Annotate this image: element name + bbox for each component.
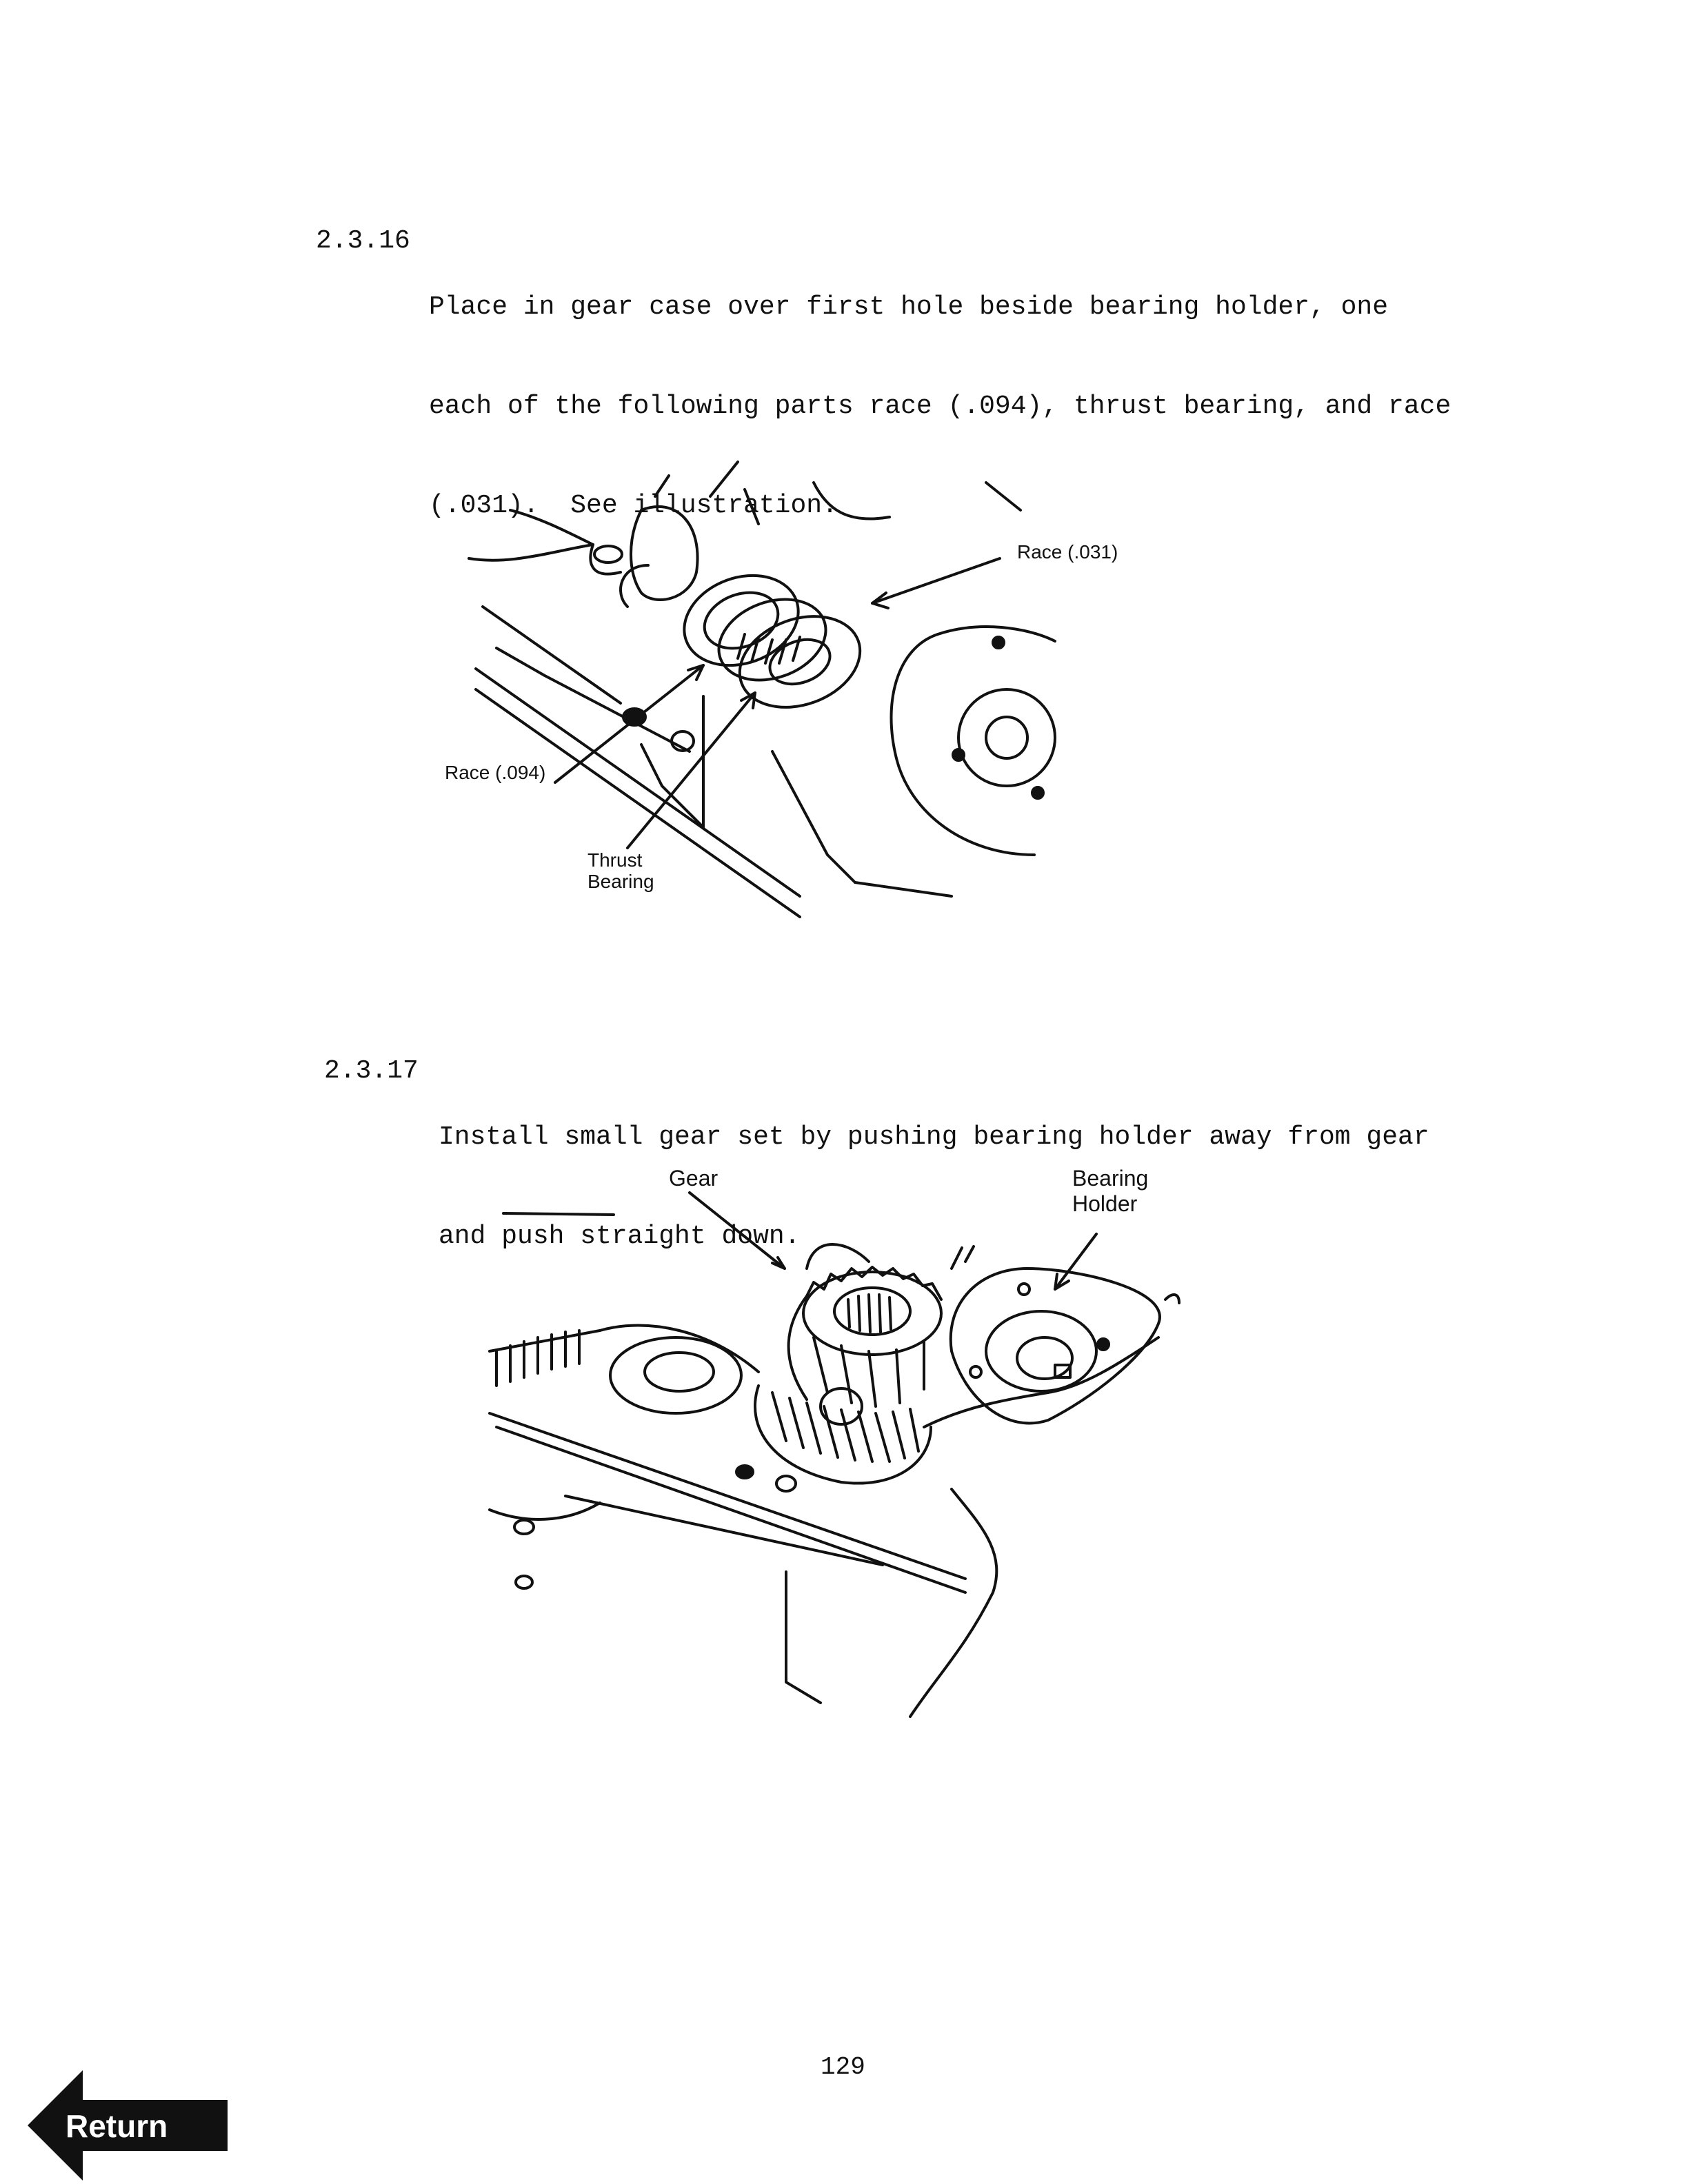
bearing-holder-part xyxy=(924,1268,1179,1427)
return-label: Return xyxy=(66,2108,168,2144)
step-text-line: Place in gear case over first hole beside bearing holder, one xyxy=(429,292,1389,322)
step-text-line: each of the following parts race (.094), thrust bearing, and race xyxy=(429,392,1451,421)
step-number: 2.3.16 xyxy=(316,226,410,256)
label-gear: Gear xyxy=(669,1166,719,1191)
gear-case-edge xyxy=(476,607,952,917)
step-text-line: Install small gear set by pushing bearing holder away from gear xyxy=(439,1122,1429,1152)
label-race-094: Race (.094) xyxy=(445,762,546,783)
belt-gear-teeth xyxy=(496,1331,579,1386)
hand-sketch xyxy=(600,1244,974,1424)
small-gear-part xyxy=(803,1267,941,1406)
bearing-placement-illustration xyxy=(414,469,1138,917)
return-button[interactable] xyxy=(28,2067,228,2184)
hand-sketch xyxy=(469,462,890,607)
label-holder-line1: Bearing xyxy=(1072,1166,1149,1191)
bearing-holder-part xyxy=(892,627,1056,855)
gear-installation-illustration xyxy=(483,1165,1193,1737)
page-number: 129 xyxy=(821,2053,865,2081)
step-2-3-16 xyxy=(316,225,1516,520)
case-bore xyxy=(610,1337,741,1413)
label-race-031: Race (.031) xyxy=(1017,541,1118,563)
step-text-line: (.031). See illustration. xyxy=(429,491,838,520)
step-text-line: and push straight down. xyxy=(439,1222,801,1251)
step-number: 2.3.17 xyxy=(324,1056,419,1086)
step-2-3-17 xyxy=(324,1055,1496,1251)
label-thrust-line1: Thrust xyxy=(587,849,643,871)
label-thrust-line2: Bearing xyxy=(587,871,654,892)
helical-gear-part xyxy=(755,1386,931,1484)
case-holes xyxy=(623,709,694,751)
label-holder-line2: Holder xyxy=(1072,1191,1138,1216)
